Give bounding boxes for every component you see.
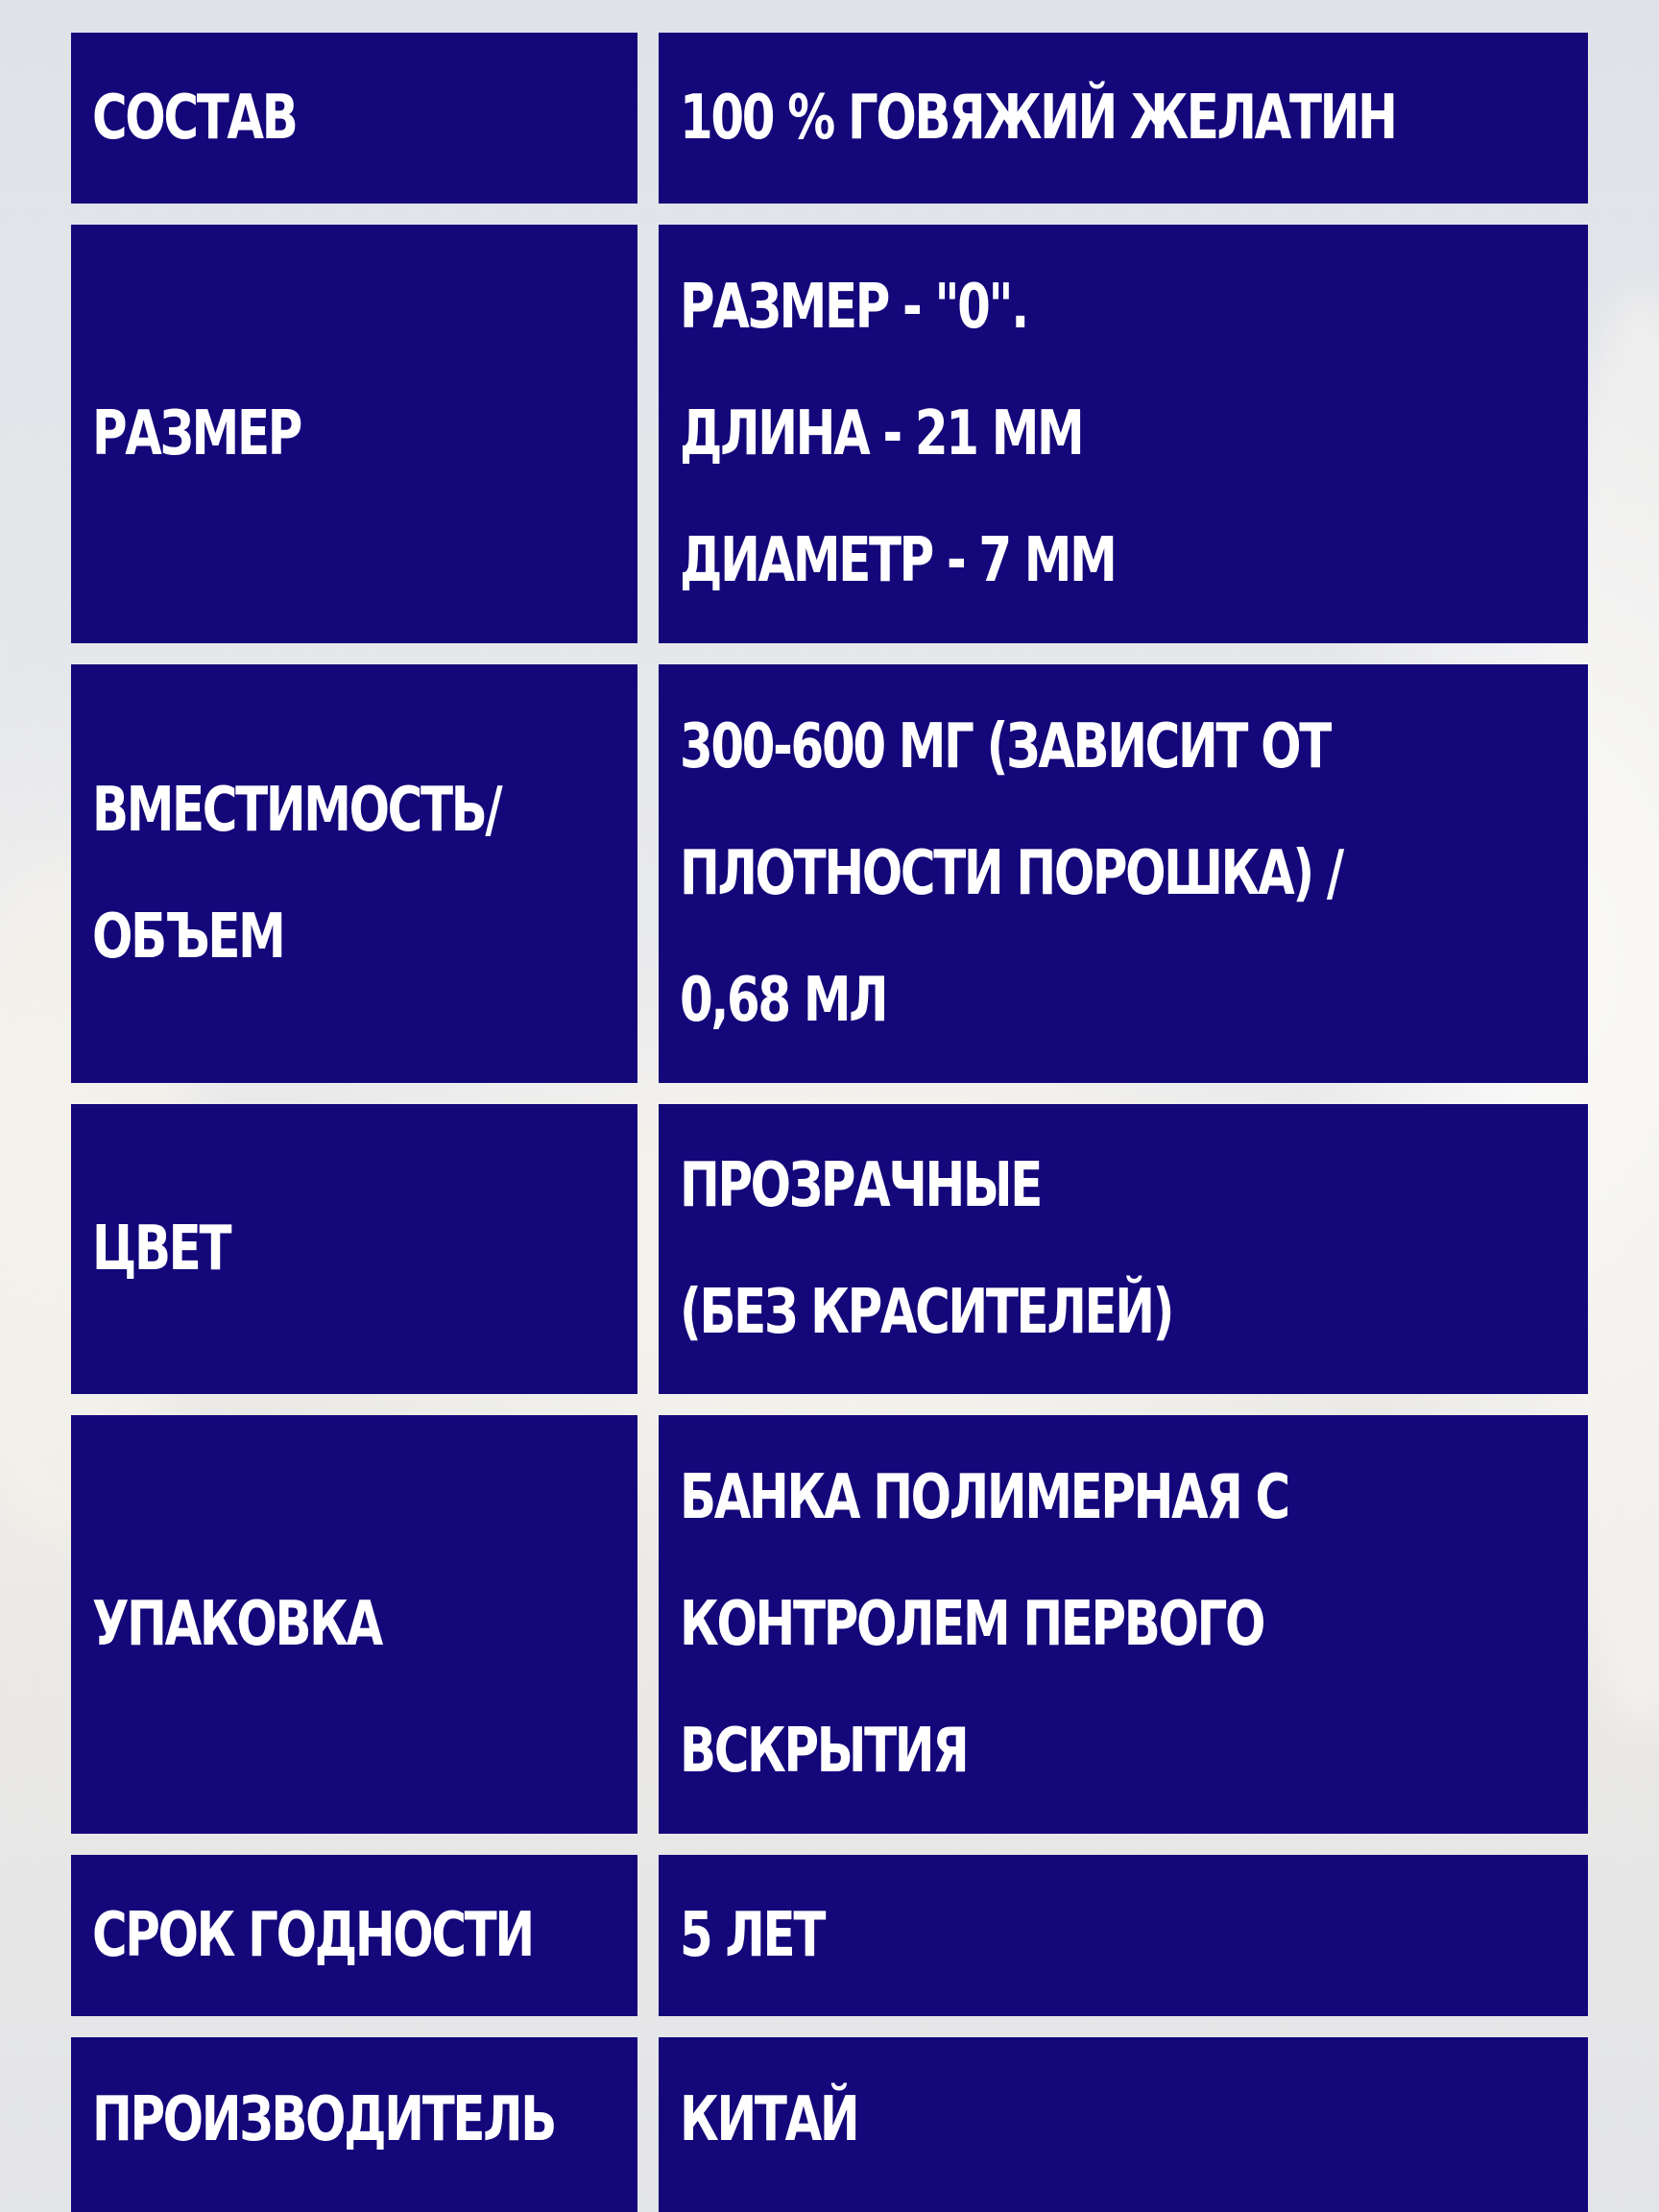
spec-row-color: [71, 1104, 1588, 1394]
spec-row-capacity: [71, 664, 1588, 1083]
spec-label-text: ЦВЕТ: [92, 1214, 230, 1285]
spec-value-text: ВСКРЫТИЯ: [680, 1716, 968, 1787]
spec-label-text: ПРОИЗВОДИТЕЛЬ: [92, 2084, 556, 2155]
spec-row-size: [71, 225, 1588, 643]
spec-value-text: БАНКА ПОЛИМЕРНАЯ С: [680, 1462, 1288, 1533]
spec-value-text: ПЛОТНОСТИ ПОРОШКА) /: [680, 838, 1342, 909]
spec-label-cell: [71, 664, 637, 1083]
spec-row-shelf-life: [71, 1855, 1588, 2016]
spec-value-text: 100 % ГОВЯЖИЙ ЖЕЛАТИН: [680, 83, 1396, 154]
spec-label-cell: [71, 33, 637, 204]
spec-value-cell: [659, 1855, 1588, 2016]
spec-value-text: КИТАЙ: [680, 2084, 858, 2155]
spec-value-text: ПРОЗРАЧНЫЕ: [680, 1150, 1042, 1221]
spec-value-text: ДЛИНА - 21 ММ: [680, 398, 1083, 469]
spec-label-text: ОБЪЕМ: [92, 902, 284, 973]
spec-value-text: 5 ЛЕТ: [680, 1900, 825, 1971]
spec-value-text: 0,68 МЛ: [680, 965, 887, 1036]
spec-label-text: УПАКОВКА: [92, 1589, 381, 1660]
spec-value-cell: [659, 664, 1588, 1083]
spec-label-cell: [71, 225, 637, 643]
spec-value-cell: [659, 2037, 1588, 2212]
spec-label-text: СОСТАВ: [92, 83, 297, 154]
spec-label-text: ВМЕСТИМОСТЬ/: [92, 775, 501, 846]
spec-value-cell: [659, 1415, 1588, 1834]
spec-value-text: (БЕЗ КРАСИТЕЛЕЙ): [680, 1277, 1173, 1348]
spec-value-text: РАЗМЕР - "0".: [680, 272, 1027, 343]
spec-row-packaging: [71, 1415, 1588, 1834]
spec-value-text: КОНТРОЛЕМ ПЕРВОГО: [680, 1589, 1264, 1660]
spec-label-text: СРОК ГОДНОСТИ: [92, 1900, 533, 1971]
spec-row-composition: [71, 33, 1588, 204]
spec-label-cell: [71, 1855, 637, 2016]
spec-label-cell: [71, 2037, 637, 2212]
spec-label-cell: [71, 1104, 637, 1394]
spec-label-cell: [71, 1415, 637, 1834]
spec-label-text: РАЗМЕР: [92, 398, 301, 469]
spec-value-text: ДИАМЕТР - 7 ММ: [680, 525, 1116, 596]
spec-value-cell: [659, 33, 1588, 204]
spec-value-cell: [659, 1104, 1588, 1394]
spec-value-text: 300-600 МГ (ЗАВИСИТ ОТ: [680, 711, 1330, 782]
spec-value-cell: [659, 225, 1588, 643]
spec-row-manufacturer: [71, 2037, 1588, 2212]
